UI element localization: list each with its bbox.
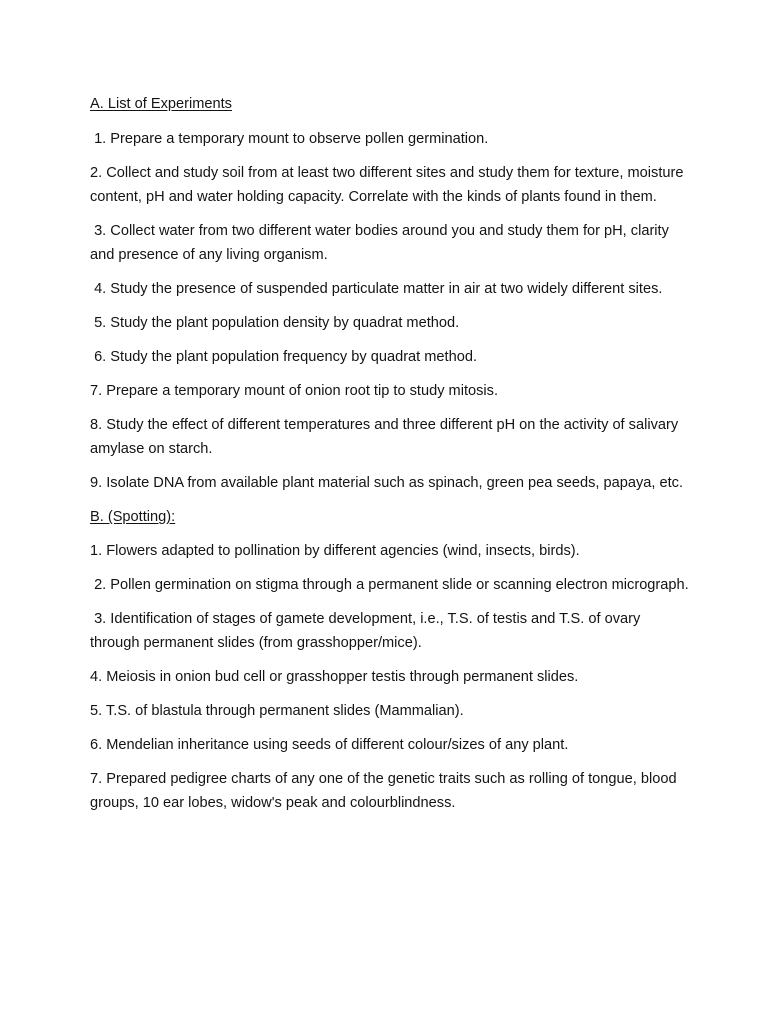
list-item: 1. Flowers adapted to pollination by different agencies (wind, insects, birds). bbox=[90, 543, 580, 559]
list-item: 8. Study the effect of different temperatures and three different pH on the activity of salivary amylase on starch. bbox=[90, 417, 679, 457]
list-item: 2. Collect and study soil from at least two different sites and study them for texture, moisture content, pH and water holding capacity. Correlate with the kinds of plants found in them. bbox=[90, 165, 684, 205]
list-item: 3. Identification of stages of gamete development, i.e., T.S. of testis and T.S. of ovary through permanent slides (from grasshopper/mice). bbox=[90, 611, 645, 651]
section-a-heading: A. List of Experiments bbox=[90, 96, 232, 112]
list-item: 9. Isolate DNA from available plant material such as spinach, green pea seeds, papaya, etc. bbox=[90, 475, 684, 491]
list-item: 2. Pollen germination on stigma through a permanent slide or scanning electron micrograph. bbox=[90, 577, 689, 593]
list-item: 3. Collect water from two different water bodies around you and study them for pH, clarity and presence of any living organism. bbox=[90, 223, 673, 263]
document-page bbox=[90, 92, 690, 815]
list-item: 5. Study the plant population density by quadrat method. bbox=[90, 315, 460, 331]
list-item: 6. Mendelian inheritance using seeds of different colour/sizes of any plant. bbox=[90, 737, 569, 753]
list-item: 5. T.S. of blastula through permanent slides (Mammalian). bbox=[90, 703, 464, 719]
section-b-heading: B. (Spotting): bbox=[90, 509, 176, 525]
list-item: 4. Meiosis in onion bud cell or grasshopper testis through permanent slides. bbox=[90, 669, 579, 685]
list-item: 7. Prepared pedigree charts of any one of the genetic traits such as rolling of tongue, blood groups, 10 ear lobes, widow's peak and colourblindness. bbox=[90, 771, 677, 811]
list-item: 6. Study the plant population frequency by quadrat method. bbox=[90, 349, 478, 365]
list-item: 1. Prepare a temporary mount to observe pollen germination. bbox=[90, 131, 489, 147]
list-item: 4. Study the presence of suspended particulate matter in air at two widely different sites. bbox=[90, 281, 663, 297]
list-item: 7. Prepare a temporary mount of onion root tip to study mitosis. bbox=[90, 383, 499, 399]
